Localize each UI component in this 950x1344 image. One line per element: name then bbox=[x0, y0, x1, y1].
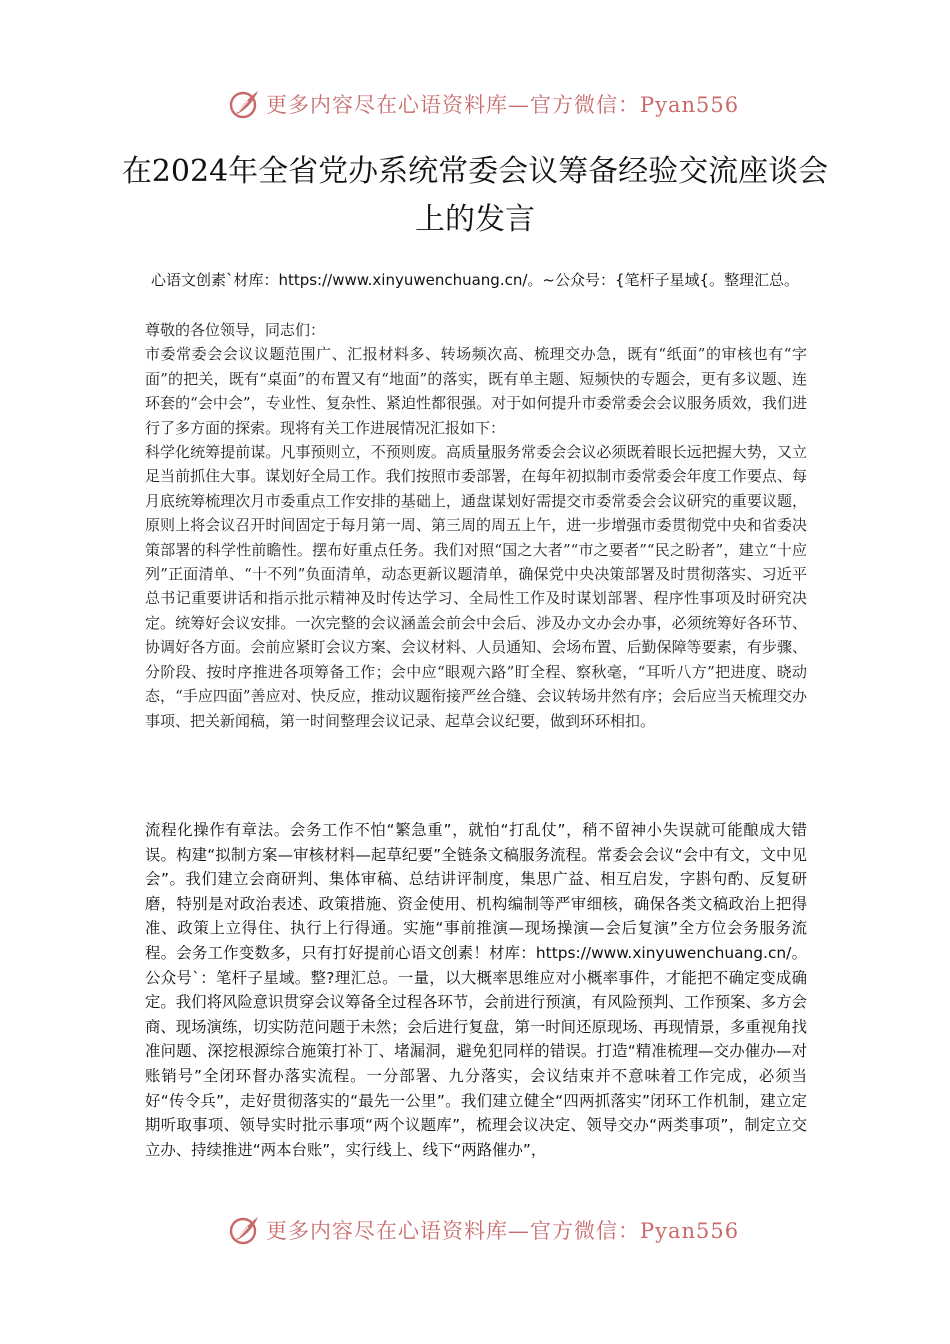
quill-logo-icon bbox=[228, 88, 260, 120]
quill-logo-icon bbox=[228, 1214, 260, 1246]
footer-banner bbox=[228, 1210, 748, 1250]
source-line: 心语文创素`材库：https://www.xinyuwenchuang.cn/。~公众号：{笔杆子星域{。整理汇总。 bbox=[150, 271, 800, 289]
page-title: 在2024年全省党办系统常委会议筹备经验交流座谈会上的发言 bbox=[121, 154, 829, 237]
banner-text: 更多内容尽在心语资料库—官方微信：Pyan556 bbox=[266, 93, 740, 117]
salutation: 尊敬的各位领导，同志们： bbox=[145, 321, 326, 339]
body-section-serif bbox=[145, 318, 807, 733]
banner-text: 更多内容尽在心语资料库—官方微信：Pyan556 bbox=[266, 1219, 740, 1243]
paragraph: 科学化统筹提前谋。凡事预则立，不预则废。高质量服务常委会会议必须既着眼长远把握大势，又立足当前抓住大事。谋划好全局工作。我们按照市委部署，在每年初拟制市委常委会年度工作要点、每月底统筹梳理次月市委重点工作安排的基础上，通盘谋划好需提交市委常委会会议研究的重要议题，原则上将会议召开时间固定于每月第一周、第三周的周五上午，进一步增强市委贯彻党中央和省委决策部署的科学性前瞻性。摆布好重点任务。我们对照“国之大者”“市之要者”“民之盼者”，建立“十应列”正面清单、“十不列”负面清单，动态更新议题清单，确保党中央决策部署及时贯彻落实、习近平总书记重要讲话和指示批示精神及时传达学习、全局性工作及时谋划部署、程序性事项及时研究决定。统筹好会议安排。一次完整的会议涵盖会前会中会后、涉及办文办会办事，必须统筹好各环节、协调好各方面。会前应紧盯会议方案、会议材料、人员通知、会场布置、后勤保障等要素，有步骤、分阶段、按时序推进各项筹备工作；会中应“眼观六路”盯全程、察秋毫，“耳听八方”把进度、晓动态，“手应四面”善应对、快反应，推动议题衔接严丝合缝、会议转场井然有序；会后应当天梳理交办事项、把关新闻稿，第一时间整理会议记录、起草会议纪要，做到环环相扣。 bbox=[145, 443, 807, 730]
paragraph: 流程化操作有章法。会务工作不怕“繁急重”，就怕“打乱仗”，稍不留神小失误就可能酿成大错误。构建“拟制方案—审核材料—起草纪要”全链条文稿服务流程。常委会会议“会中有文，文中见会”。我们建立会商研判、集体审稿、总结讲评制度，集思广益、相互启发，字斟句酌、反复研磨，特别是对政治表述、政策措施、资金使用、机构编制等严审细核，确保各类文稿政治上把得准、政策上立得住、执行上行得通。实施“事前推演—现场操演—会后复演”全方位会务服务流程。会务工作变数多，只有打好提前心语文创素！材库：https://www.xinyuwenchuang.cn/。公众号`：笔杆子星域。整?理汇总。一量，以大概率思维应对小概率事件，才能把不确定变成确定。我们将风险意识贯穿会议筹备全过程各环节，会前进行预演，有风险预判、工作预案、多方会商、现场演练，切实防范问题于未然；会后进行复盘，第一时间还原现场、再现情景，多重视角找准问题、深挖根源综合施策打补丁、堵漏洞，避免犯同样的错误。打造“精准梳理—交办催办—对账销号”全闭环督办落实流程。一分部署、九分落实，会议结束并不意味着工作完成，必须当好“传令兵”，走好贯彻落实的“最先一公里”。我们建立健全“四两抓落实”闭环工作机制，建立定期听取事项、领导实时批示事项“两个议题库”，梳理会议决定、领导交办“两类事项”，制定立交立办、持续推进“两本台账”，实行线上、线下“两路催办”， bbox=[145, 821, 807, 1159]
body-section-sans bbox=[145, 818, 807, 1162]
paragraph: 市委常委会会议议题范围广、汇报材料多、转场频次高、梳理交办急，既有“纸面”的审核也有“字面”的把关，既有“桌面”的布置又有“地面”的落实，既有单主题、短频快的专题会，更有多议题、连环套的“会中会”，专业性、复杂性、紧迫性都很强。对于如何提升市委常委会会议服务质效，我们进行了多方面的探索。现将有关工作进展情况汇报如下： bbox=[145, 345, 807, 437]
header-banner bbox=[228, 84, 748, 124]
